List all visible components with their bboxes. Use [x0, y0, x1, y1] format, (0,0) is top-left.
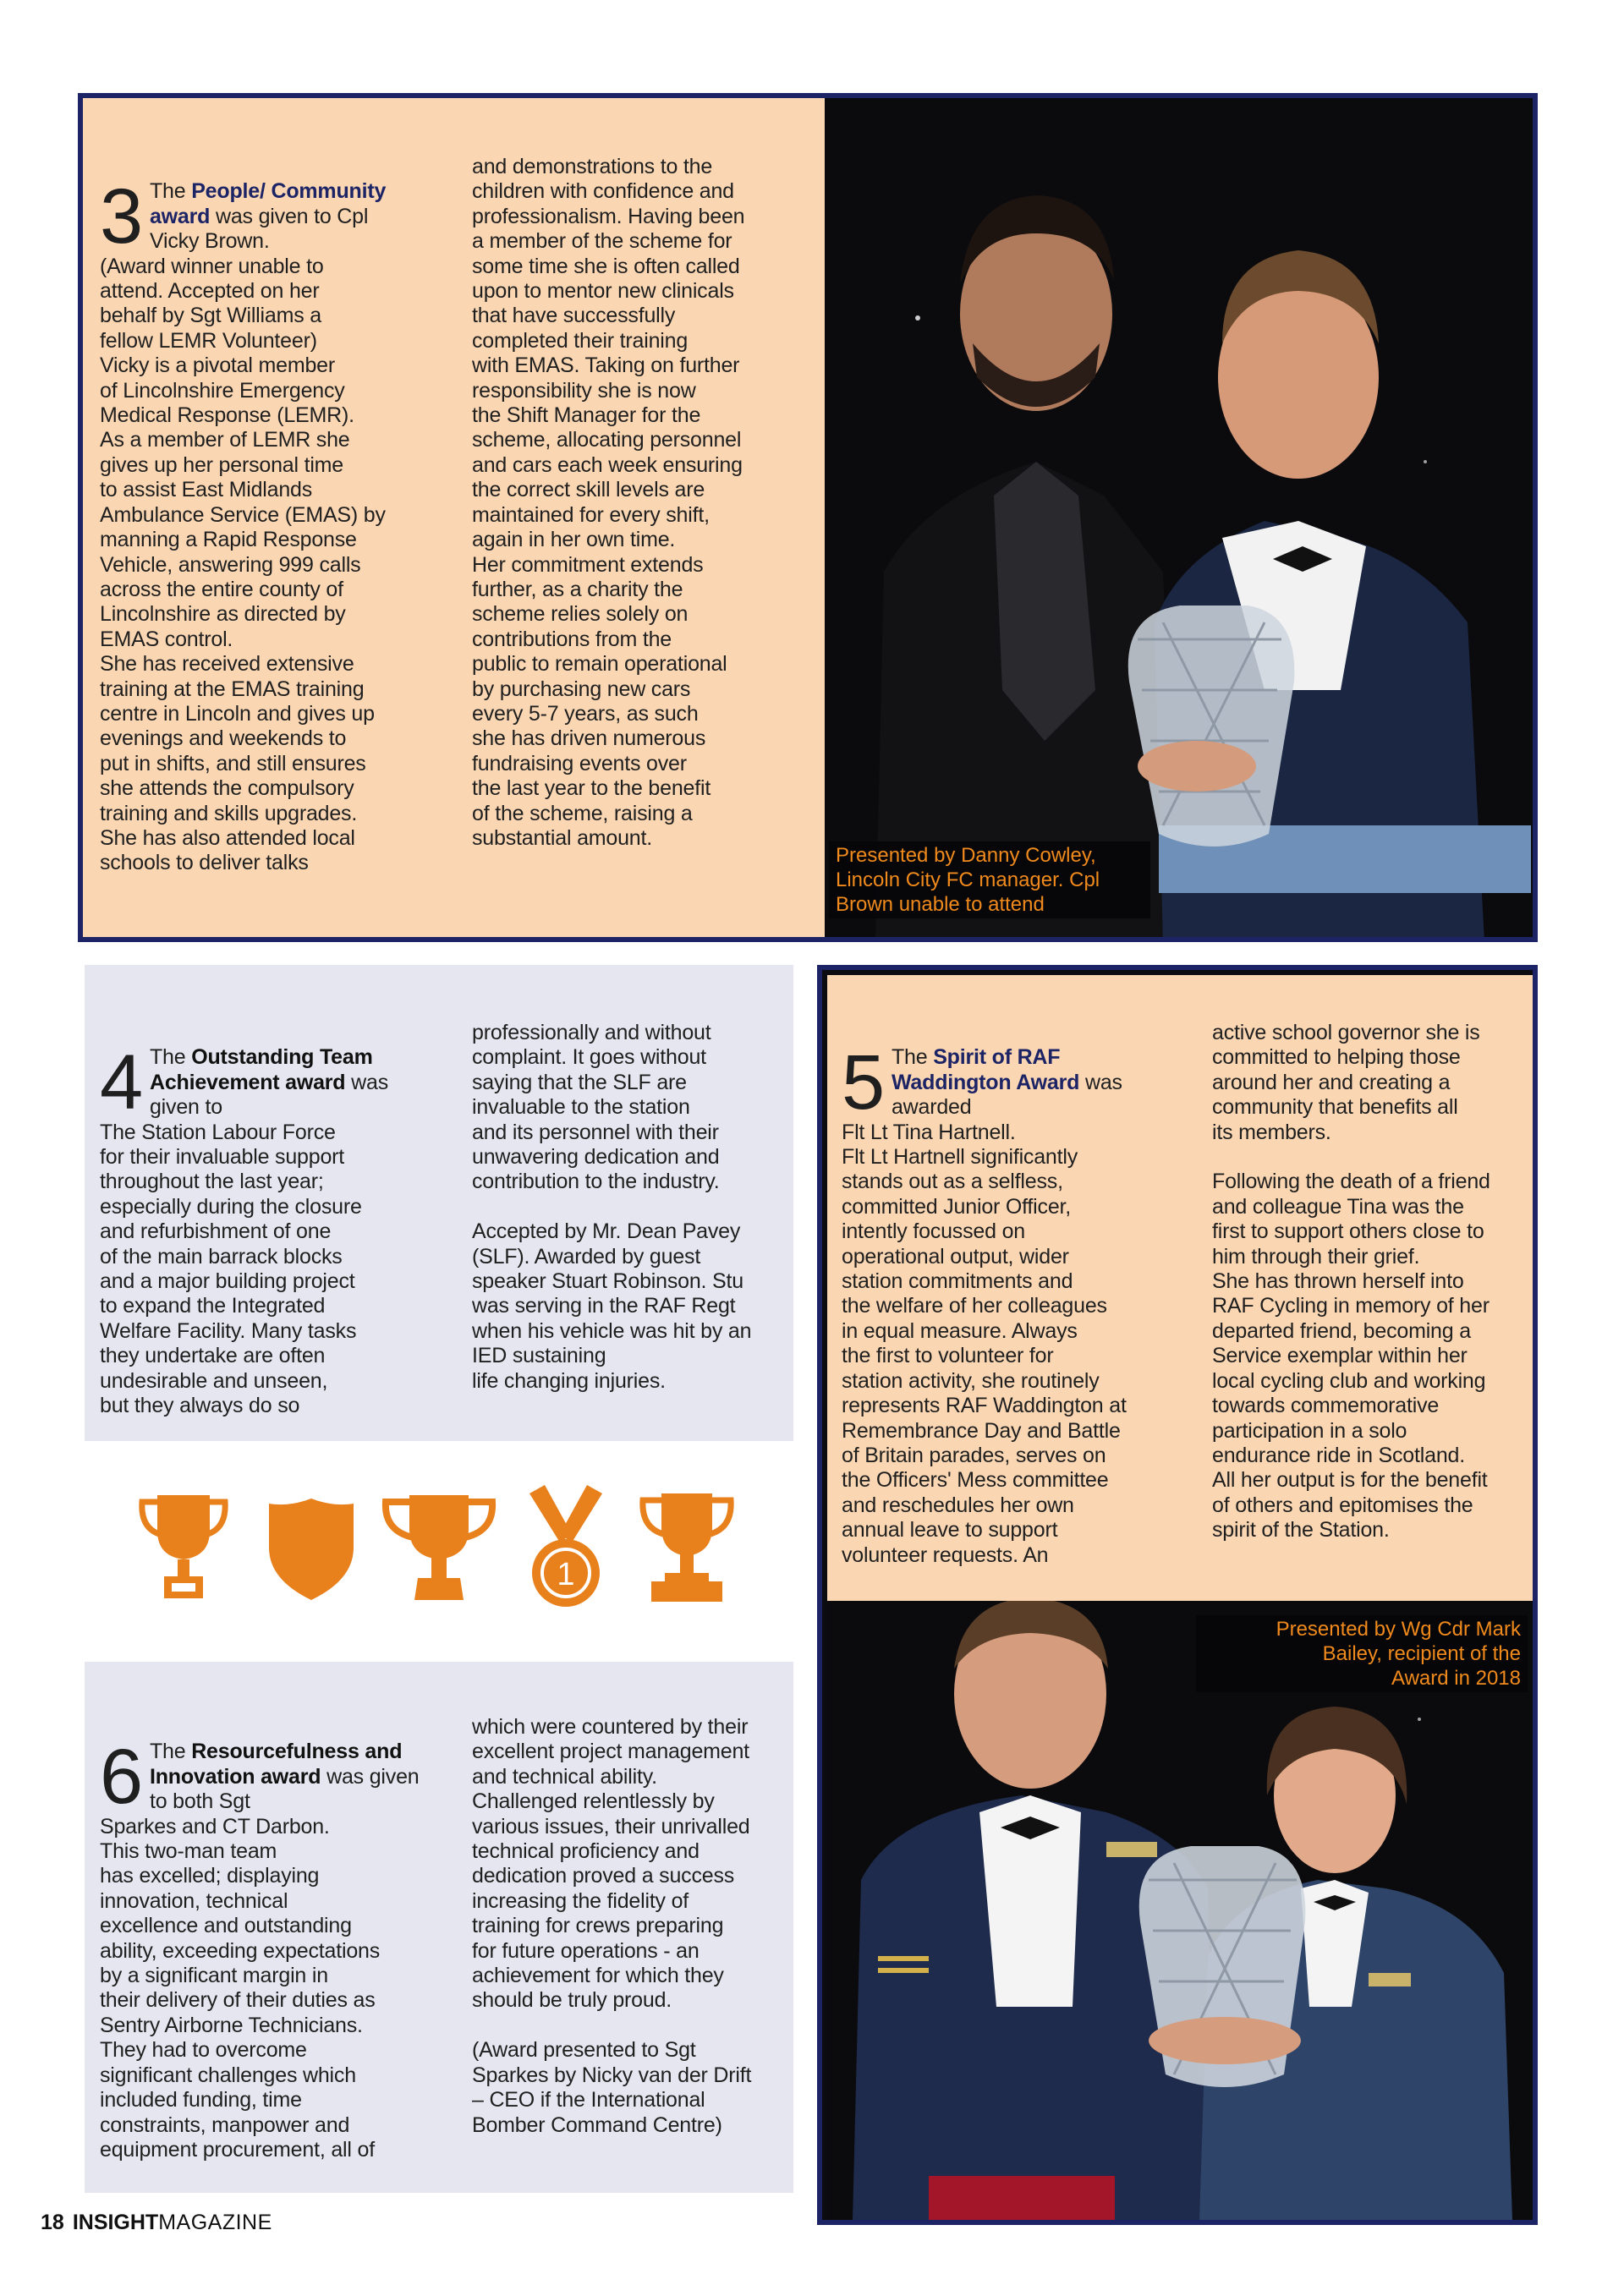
cup-icon: [376, 1492, 502, 1605]
section-3-dropcap: 3: [100, 173, 143, 260]
shield-icon: [266, 1495, 357, 1603]
section-3-photo: [825, 93, 1538, 942]
page-footer: [41, 2211, 272, 2235]
section-6-column-1: [100, 1715, 421, 2162]
section-4-award-name: Outstanding Team Achievement award: [149, 1045, 373, 1094]
section-3-lead-pre: The: [149, 179, 192, 204]
section-4-lead: [100, 1039, 421, 1126]
award-presentation-photo-1: [825, 98, 1538, 942]
section-6-column-2: which were countered by their excellent project management and technical ability. Challenged relentlessly by various issues, their unrivalled technical proficiency and dedication proved a success increasing the fidelity of training for crews preparing for future operations - an achievement for which they should be truly proud. (Award presented to Sgt Sparkes by Nicky van der Drift – CEO if the International Bomber Command Centre): [472, 1715, 752, 2137]
section-5-photo: [827, 1601, 1533, 2220]
section-3-caption: Presented by Danny Cowley, Lincoln City FC manager. Cpl Brown unable to attend: [829, 841, 1150, 918]
section-5-award-name: Spirit of RAF Waddington Award: [891, 1045, 1080, 1094]
section-3-lead: [100, 173, 421, 260]
section-6-lead-pre: The: [149, 1740, 192, 1764]
section-5-lead-post: was awarded: [891, 1070, 1122, 1120]
section-3-column-1: [100, 155, 421, 876]
section-6-award-name: Resourcefulness and Innovation award: [149, 1740, 403, 1789]
page-number: 18: [41, 2211, 64, 2234]
section-6-lead: [100, 1734, 421, 1821]
medal-icon: [519, 1485, 612, 1612]
section-4-column-2: professionally and without complaint. It goes without saying that the SLF are invaluable to the station and its personnel with their unwavering dedication and contribution to the industry. Accepted by Mr. Dean Pavey (SLF). Awarded by guest speaker Stuart Robinson. Stu was serving in the RAF Regt when his vehicle was hit by an IED sustaining life changing injuries.: [472, 1021, 752, 1393]
medal-number: 1: [557, 1557, 575, 1592]
section-4-dropcap: 4: [100, 1039, 143, 1126]
section-5-lead-pre: The: [891, 1045, 934, 1070]
section-4-body: The Station Labour Force for their invaluable support throughout the last year; especially during the closure and refurbishment of one of the main barrack blocks and a major building project to expand the Integrated Welfare Facility. Many tasks they undertake are often undesirable and unseen, but they always do so: [100, 1120, 362, 1418]
award-presentation-photo-2: [827, 1601, 1533, 2220]
section-3-column-2: and demonstrations to the children with confidence and professionalism. Having been a member of the scheme for some time she is often called upon to mentor new clinicals that have successfully completed their training with EMAS. Taking on further responsibility she is now the Shift Manager for the scheme, allocating personnel and cars each week ensuring the correct skill levels are maintained for every shift, again in her own time. Her commitment extends further, as a charity the scheme relies solely on contributions from the public to remain operational by purchasing new cars every 5-7 years, as such she has driven numerous fundraising events over the last year to the benefit of the scheme, raising a substantial amount.: [472, 155, 745, 850]
section-5-dropcap: 5: [842, 1039, 885, 1126]
section-5-column-1: [842, 1021, 1163, 1568]
section-6-dropcap: 6: [100, 1734, 143, 1821]
trophy-icon: [134, 1490, 233, 1605]
section-5-caption: Presented by Wg Cdr Mark Bailey, recipient of the Award in 2018: [1196, 1615, 1528, 1692]
footer-magazine: MAGAZINE: [158, 2211, 272, 2234]
section-5-body: Flt Lt Tina Hartnell. Flt Lt Hartnell significantly stands out as a selfless, committed Junior Officer, intently focussed on operational output, wider station commitments and the welfare of her colleagues in equal measure. Always the first to volunteer for station activity, she routinely represents RAF Waddington at Remembrance Day and Battle of Britain parades, serves on the Officers' Mess committee and reschedules her own annual leave to support volunteer requests. An: [842, 1120, 1127, 1567]
section-4-lead-pre: The: [149, 1045, 192, 1070]
footer-brand: INSIGHT: [72, 2211, 159, 2234]
section-3-body: (Award winner unable to attend. Accepted on her behalf by Sgt Williams a fellow LEMR Volunteer) Vicky is a pivotal member of Lincolnshire Emergency Medical Response (LEMR). As a member of LEMR she gives up her personal time to assist East Midlands Ambulance Service (EMAS) by manning a Rapid Response Vehicle, answering 999 calls across the entire county of Lincolnshire as directed by EMAS control. She has received extensive training at the EMAS training centre in Lincoln and gives up evenings and weekends to put in shifts, and still ensures she attends the compulsory training and skills upgrades. She has also attended local schools to deliver talks: [100, 254, 386, 875]
section-4-column-1: [100, 1021, 421, 1419]
section-6-body: Sparkes and CT Darbon. This two-man team has excelled; displaying innovation, technical excellence and outstanding ability, exceeding expectations by a significant margin in their delivery of their duties as Sentry Airborne Technicians. They had to overcome significant challenges which included funding, time constraints, manpower and equipment procurement, all of: [100, 1814, 381, 2162]
section-5-lead: [842, 1039, 1163, 1126]
award-cup-icon: [634, 1490, 739, 1605]
section-3-award-name: People/ Community award: [149, 179, 387, 228]
section-4-lead-post: was given to: [149, 1070, 388, 1120]
section-3-lead-post: was given to Cpl Vicky Brown.: [149, 204, 369, 254]
section-6-lead-post: was given to both Sgt: [149, 1764, 420, 1814]
section-5-column-2: active school governor she is committed to helping those around her and creating a community that benefits all its members. Following the death of a friend and colleague Tina was the first to support others close to him through their grief. She has thrown herself into RAF Cycling in memory of her departed friend, becoming a Service exemplar within her local cycling club and working towards commemorative participation in a solo endurance ride in Scotland. All her output is for the benefit of others and epitomises the spirit of the Station.: [1212, 1021, 1490, 1543]
